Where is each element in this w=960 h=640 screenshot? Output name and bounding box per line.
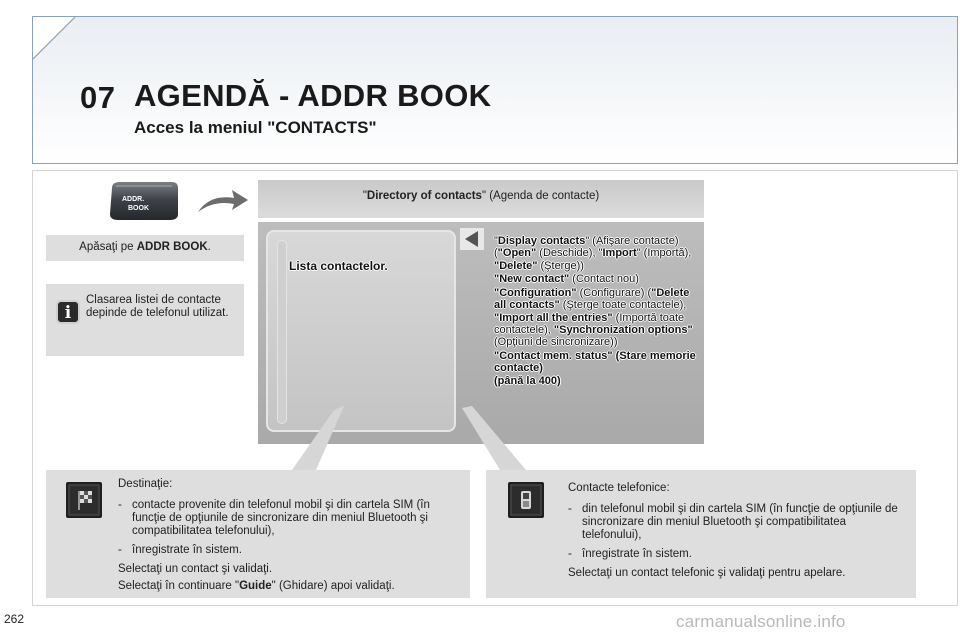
menu-configuration: "Configuration" (Configurare) ("Delete all contacts" (Şterge toate contactele), "Import all the entries" (Importă toate contactele), "Synchronization options" (Opţiuni de sincronizare)) — [494, 287, 693, 349]
page-number: 262 — [4, 612, 25, 626]
phone-bullet: - înregistrate în sistem. — [568, 548, 692, 560]
menu-contact-mem-status: "Contact mem. status" (Stare memorie contacte) (până la 400) — [494, 350, 696, 387]
press-key-name: ADDR BOOK — [136, 241, 208, 253]
directory-name: Directory of contacts — [366, 190, 482, 202]
contacts-list-caption: Lista contactelor. — [289, 259, 388, 273]
menu-new-contact: "New contact" (Contact nou) — [494, 273, 639, 286]
mobile-phone-icon — [508, 482, 544, 518]
phone-heading: Contacte telefonice: — [568, 482, 670, 494]
press-prefix: Apăsaţi pe — [79, 241, 137, 253]
menu-display-contacts: "Display contacts" (Afişare contacte) ("Open" (Deschide), "Import" (Importă), "Delete" (Şterge)) — [494, 235, 692, 272]
press-suffix: . — [207, 241, 211, 253]
addr-key-label-line1: ADDR. — [122, 196, 145, 203]
back-arrow-icon[interactable] — [460, 228, 484, 250]
press-instruction-box — [46, 235, 244, 261]
chapter-number: 07 — [80, 80, 116, 115]
phone-bullet: - din telefonul mobil şi din cartela SIM (în funcţie de opţiunile de sincronizare din meniul Bluetooth şi compatibilitatea telefonului), — [568, 503, 898, 541]
curved-arrow-icon — [194, 186, 250, 216]
destination-heading: Destinaţie: — [118, 478, 173, 490]
destination-instruction-1: Selectaţi un contact şi validaţi. — [118, 563, 273, 575]
destination-contacts-text — [118, 478, 458, 593]
directory-header-text — [258, 190, 704, 202]
contacts-menu-options — [494, 235, 702, 389]
press-instruction-text — [46, 241, 244, 253]
phone-contacts-text — [568, 482, 902, 580]
watermark: carmanualsonline.info — [676, 612, 846, 631]
info-icon — [56, 300, 80, 324]
flag-icon — [66, 482, 102, 518]
info-glyph: i — [64, 303, 72, 323]
destination-bullet: - înregistrate în sistem. — [118, 544, 242, 556]
directory-translation: " (Agenda de contacte) — [481, 190, 600, 202]
destination-instruction-2: Selectaţi în continuare "Guide" (Ghidare) apoi validaţi. — [118, 580, 395, 592]
chapter-subtitle: Acces la meniul "CONTACTS" — [134, 118, 377, 137]
info-note-text: Clasarea listei de contacte depinde de telefonul utilizat. — [86, 294, 229, 319]
phone-instruction: Selectaţi un contact telefonic şi validaţi pentru apelare. — [568, 567, 846, 579]
contacts-list-scrollbar[interactable] — [277, 240, 287, 424]
destination-bullet: - contacte provenite din telefonul mobil şi din cartela SIM (în funcţie de opţiunile de sincronizare din meniul Bluetooth şi compatibilitatea telefonului), — [118, 499, 430, 537]
directory-header — [258, 180, 704, 218]
info-note-box — [46, 284, 244, 356]
addr-key-label-line2: BOOK — [128, 205, 149, 212]
chapter-title: AGENDĂ - ADDR BOOK — [134, 78, 492, 113]
directory-quote: " — [362, 190, 367, 202]
